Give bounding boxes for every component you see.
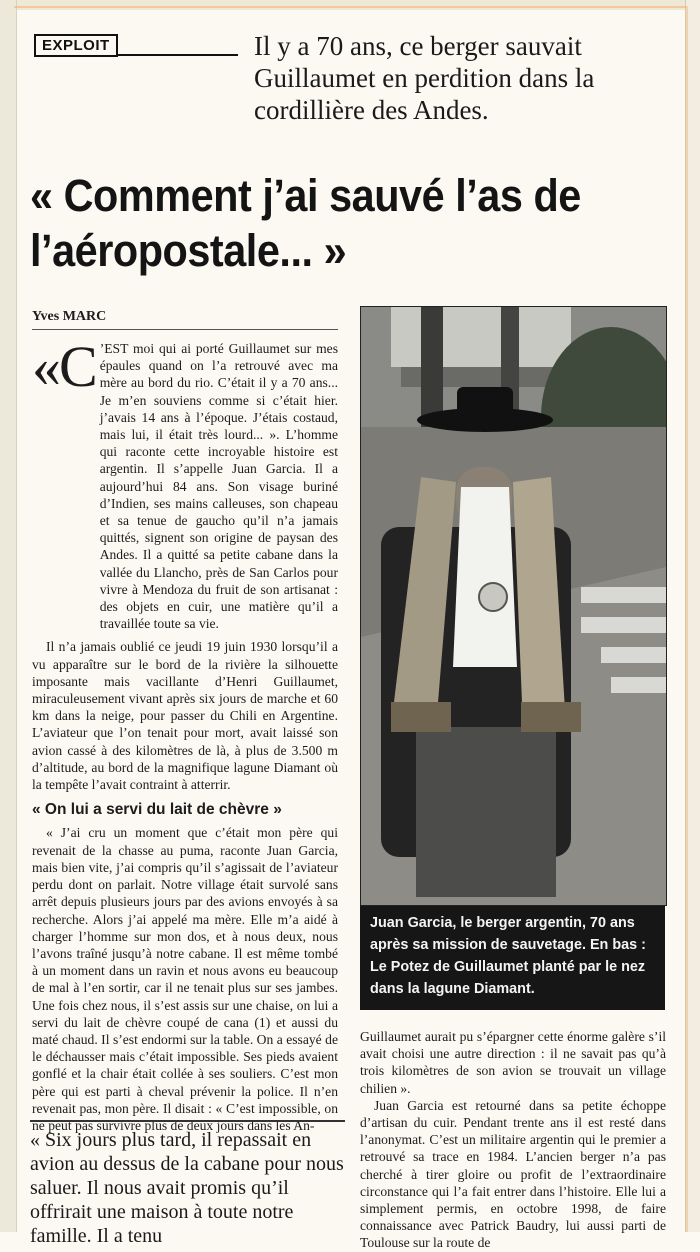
pull-quote: « Six jours plus tard, il repassait en avion au dessus de la cabane pour nous saluer. Il nous avait promis qu’il offrirait une maison à toute notre famille. Il a tenu bbox=[30, 1120, 345, 1248]
rubric-rule bbox=[118, 54, 238, 56]
byline: Yves MARC bbox=[32, 309, 338, 330]
photo-juan-garcia bbox=[360, 306, 667, 906]
photo-illustration bbox=[361, 307, 666, 905]
drop-cap: «C bbox=[32, 334, 96, 399]
section-rubric bbox=[34, 34, 238, 57]
article-column-left bbox=[32, 334, 338, 1134]
paragraph-3: « J’ai cru un moment que c’était mon père qui revenait de la chasse au puma, raconte Juan Garcia, mais bien vite, j’ai compris qu’il s’agissait de l’aviateur perdu dont on parlait. Notre village était survolé sans arrêt depuis plusieurs jours par des avions envoyés à sa recherche. Alors j’ai appelé ma mère. Elle m’a aidé à charger l’homme sur mon dos, et à nous deux, nous l’avons traîné jusqu’à notre cabane. Il est même tombé à un moment dans un ravin et nous avons eu beaucoup de mal à l’en sortir, car il ne tenait plus sur ses jambes. Une fois chez nous, il s’est assis sur une chaise, on lui a servi du lait de chèvre coupé de cana (1) et aussi du maté chaud. Il s’est endormi sur la table. On a essayé de le déchausser mais c’était impossible. Ses pieds avaient gonflé et la chair était collée à ses souliers. C’est mon père qui est parti à cheval prévenir la police. Il n’en revenait pas, mon père. Il disait : « C’est impossible, on ne peut pas survivre plus de deux jours dans les An- bbox=[32, 825, 338, 1133]
subheadline: Il y a 70 ans, ce berger sauvait Guillaumet en perdition dans la cordillière des Andes. bbox=[254, 31, 595, 125]
photo-caption: Juan Garcia, le berger argentin, 70 ans après sa mission de sauvetage. En bas : Le Potez de Guillaumet planté par le nez dans la lagune Diamant. bbox=[360, 906, 665, 1010]
rubric-label: EXPLOIT bbox=[34, 34, 118, 57]
article-intro bbox=[32, 334, 338, 632]
intro-paragraph: ’EST moi qui ai porté Guillaumet sur mes épaules quand on l’a retrouvé avec ma mère au bord du rio. C’était il y a 70 ans... Je m’en souviens comme si c’était hier. j’avais 14 ans à l’époque. J’étais costaud, mais lui, il était très lourd... ». L’homme qui raconte cette incroyable histoire est argentin. Il s’appelle Juan Garcia. Il a aujourd’hui 84 ans. Son visage buriné d’Indien, ses mains calleuses, son chapeau et sa tenue de gaucho qu’il n’a jamais quittés, signent son origine de paysan des Andes. Il a quitté sa petite cabane dans la vallée du Llancho, près de San Carlos pour vivre à Mendoza du fruit de son artisanat : des objets en cuir, une matière qu’il a travaillée toute sa vie. bbox=[99, 341, 338, 632]
highlight-mark-right bbox=[686, 6, 688, 1232]
intertitle: « On lui a servi du lait de chèvre » bbox=[32, 801, 282, 819]
paragraph-2: Il n’a jamais oublié ce jeudi 19 juin 1930 lorsqu’il a vu apparaître sur le bord de la rivière la silhouette imposante mais vacillante d’Henri Guillaumet, miraculeusement vivant après six jours de marche et 60 km dans la neige, pour passer du Chili en Argentine. L’aviateur que l’on tenait pour mort, avait laissé son avion cassé à des kilomètres de là, à plus de 3.500 m d’altitude, au bord de la magnifique lagune Diamant où la tempête l’avait contraint à atterrir. bbox=[32, 639, 338, 793]
paper-left-margin bbox=[0, 0, 17, 1232]
right-paragraph-2: Juan Garcia est retourné dans sa petite échoppe d’artisan du cuir. Pendant trente ans il est resté dans l’anonymat. C’est un militaire argentin qui le premier a retrouvé sa trace en 1984. L’ancien berger n’a pas cherché à tirer gloire ou profit de l’extraordinaire circonstance qui l’a fait entrer dans l’histoire. Elle lui a simplement permis, en octobre 1998, de faire connaissance avec Patrick Baudry, lui aussi parti de Toulouse sur la route de bbox=[360, 1097, 666, 1251]
article-column-right bbox=[360, 1028, 666, 1252]
paper-top-edge bbox=[0, 0, 700, 10]
headline: « Comment j’ai sauvé l’as de l’aéropostale... » bbox=[30, 170, 581, 276]
highlight-mark-top bbox=[14, 6, 686, 8]
right-paragraph-1: Guillaumet aurait pu s’épargner cette énorme galère s’il avait choisi une autre direction : il ne savait pas qu’à trois kilomètres de son avion se trouvait un village chilien ». bbox=[360, 1029, 666, 1096]
